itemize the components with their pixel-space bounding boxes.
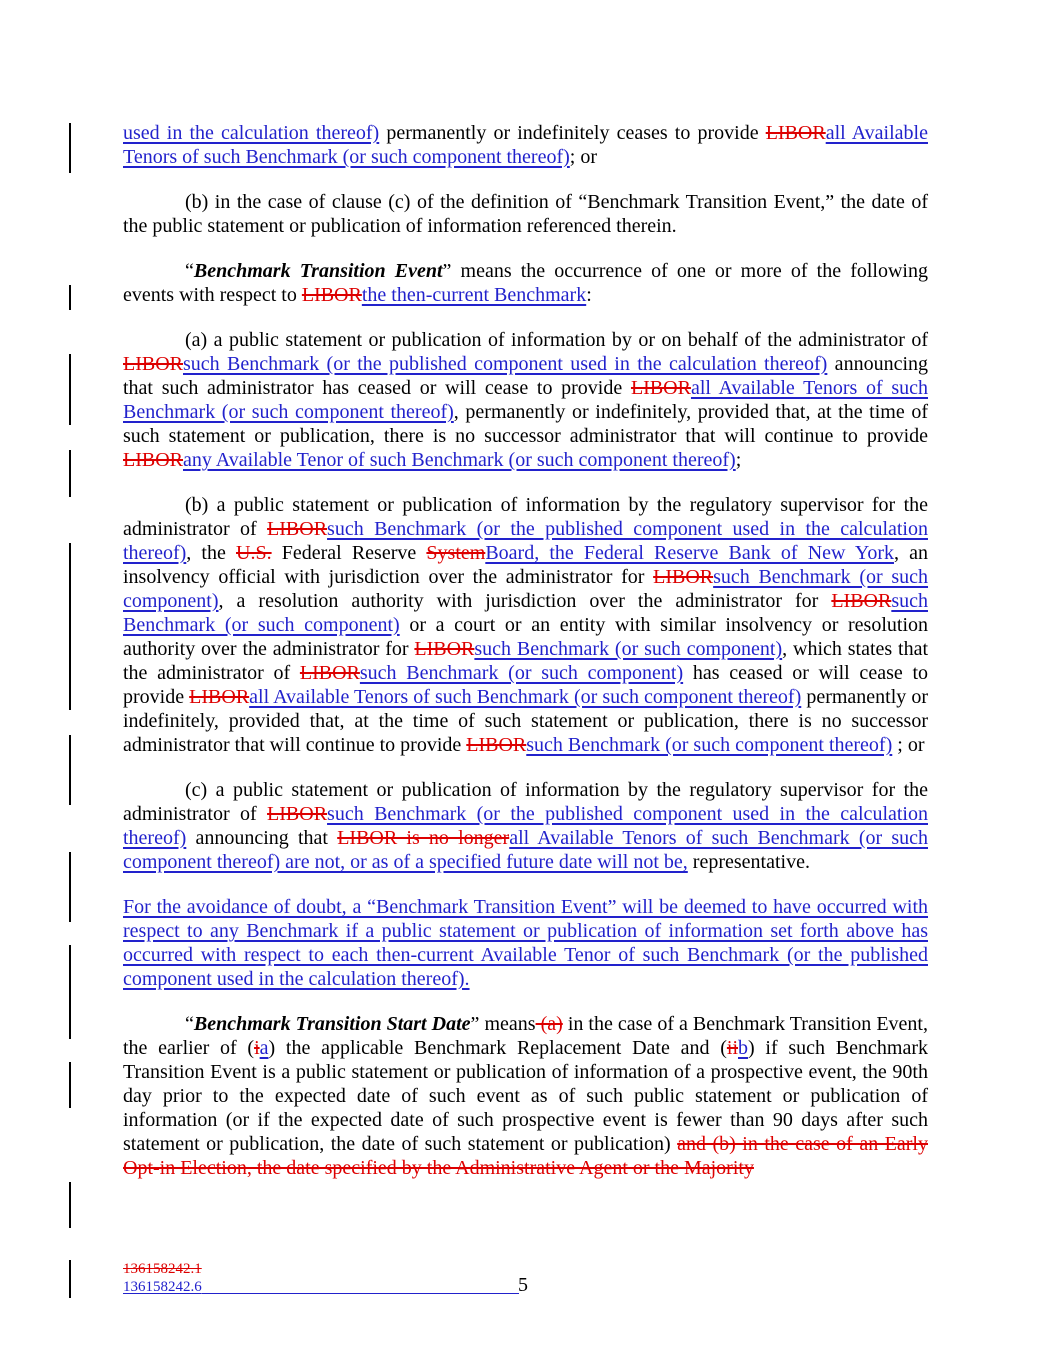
inserted-text-run: For the avoidance of doubt, a “Benchmark Transition Event” will be deemed to have occurred with respect to any Benchmark if a public statement or publication of information set forth above has occurred with respect to each then-current Available Tenor of such Benchmark (or the published component used in the calculation thereof).: [123, 896, 928, 990]
text-run: ) the applicable Benchmark Replacement Date and (: [268, 1037, 727, 1059]
inserted-text-run: such Benchmark (or the published component used in the calculation thereof): [183, 353, 828, 375]
inserted-text-run: a: [259, 1037, 269, 1059]
deleted-text-run: LIBOR: [123, 449, 183, 471]
inserted-text-run: such Benchmark (or such component): [474, 638, 783, 660]
inserted-text-run: all Available Tenors of such Benchmark (or such component thereof) are not, or as of a specified future date will not be,: [123, 827, 928, 873]
text-run: ; or: [892, 734, 925, 756]
change-bar: [69, 1182, 71, 1228]
deleted-text-run: and (b) in the case of an Early Opt-in Election, the date specified by the Administrative Agent or the Majority: [123, 1133, 928, 1179]
text-run: (b) a public statement or publication of information by the regulatory supervisor for the administrator of: [123, 494, 928, 540]
inserted-text-run: the then-current Benchmark: [361, 284, 587, 306]
change-bar: [69, 354, 71, 425]
deleted-text-run: LIBOR: [653, 566, 714, 588]
inserted-text-run: any Available Tenor of such Benchmark (or such component thereof): [183, 449, 736, 471]
deleted-text-run: U.S.: [236, 542, 272, 564]
change-bar: [69, 735, 71, 805]
deleted-text-run: LIBOR: [123, 353, 183, 375]
change-bar: [69, 1260, 71, 1298]
inserted-text-run: Board, the Federal Reserve Bank of New York: [485, 542, 894, 564]
inserted-text-run: such Benchmark (or such component): [359, 662, 684, 684]
change-bar: [69, 945, 71, 1039]
deleted-text-run: LIBOR: [414, 638, 475, 660]
deleted-text-run: LIBOR is no longer: [337, 827, 510, 849]
change-bar: [69, 123, 71, 173]
deleted-text-run: LIBOR: [765, 122, 826, 144]
text-run: announcing that such administrator has ceased or will cease to provide: [123, 353, 928, 399]
footer: [123, 1260, 623, 1296]
text-run: has ceased or will cease to provide: [123, 662, 929, 708]
page-number: 5: [518, 1274, 528, 1296]
text-run: , a resolution authority with jurisdiction over the administrator for: [218, 590, 832, 612]
defined-term-text: Benchmark Transition Event: [193, 260, 443, 282]
inserted-text-run: all Available Tenors of such Benchmark (or such component thereof): [249, 686, 802, 708]
text-run: “: [185, 260, 194, 282]
text-run: or a court or an entity with similar insolvency or resolution authority over the administrator for: [123, 614, 928, 660]
change-bar: [69, 450, 71, 497]
inserted-text-run: such Benchmark (or such component): [123, 566, 929, 612]
text-run: permanently or indefinitely ceases to provide: [379, 122, 766, 144]
text-run: , which states that the administrator of: [123, 638, 929, 684]
text-run: :: [586, 284, 592, 306]
document-body: [123, 121, 928, 1201]
inserted-text-run: such Benchmark (or the published component used in the calculation thereof): [123, 803, 928, 849]
deleted-text-run: System: [426, 542, 486, 564]
paragraph: [123, 190, 928, 238]
deleted-text-run: LIBOR: [299, 662, 360, 684]
text-run: , permanently or indefinitely, provided that, at the time of such statement or publication, there is no successor administrator that will continue to provide: [123, 401, 929, 447]
inserted-text-run: such Benchmark (or such component): [123, 590, 928, 636]
inserted-text-run: all Available Tenors of such Benchmark (or such component thereof): [123, 122, 928, 168]
deleted-text-run: LIBOR: [466, 734, 527, 756]
inserted-text-run: used in the calculation thereof): [123, 122, 380, 144]
footer-doc-number-deleted: 136158242.1: [123, 1261, 202, 1277]
change-bar: [69, 285, 71, 310]
inserted-text-run: all Available Tenors of such Benchmark (or such component thereof): [123, 377, 928, 423]
deleted-text-run: i: [254, 1037, 260, 1059]
deleted-text-run: ii: [726, 1037, 739, 1059]
defined-term-text: Benchmark Transition Start Date: [193, 1013, 471, 1035]
paragraph: [123, 895, 928, 991]
text-run: ” means the occurrence of one or more of the following events with respect to: [123, 260, 928, 306]
text-run: representative.: [687, 851, 810, 873]
deleted-text-run: LIBOR: [189, 686, 250, 708]
footer-doc-number-inserted: 136158242.6: [123, 1279, 202, 1295]
deleted-text-run: LIBOR: [831, 590, 892, 612]
deleted-text-run: LIBOR: [267, 518, 328, 540]
change-bar: [69, 852, 71, 922]
footer-doc-number-line: [123, 1278, 519, 1296]
deleted-text-run: LIBOR: [630, 377, 691, 399]
text-run: , the: [186, 542, 237, 564]
change-bar: [69, 1062, 71, 1108]
text-run: (c) a public statement or publication of information by the regulatory supervisor for the administrator of: [123, 779, 928, 825]
footer-underline-rule: [202, 1292, 519, 1294]
text-run: (b) in the case of clause (c) of the definition of “Benchmark Transition Event,” the date of the public statement or publication of information referenced therein.: [123, 191, 928, 237]
inserted-text-run: such Benchmark (or the published component used in the calculation thereof): [123, 518, 928, 564]
text-run: Federal Reserve: [271, 542, 427, 564]
inserted-text-run: b: [738, 1037, 749, 1059]
inserted-text-run: such Benchmark (or such component thereof): [526, 734, 893, 756]
text-run: ) if such Benchmark Transition Event is a public statement or publication of information of a prospective event, the 90th day prior to the expected date of such event as of such public statement or publication of information (or if the expected date of such prospective event is fewer than 90 days after such statement or publication, the date of such statement or publication): [123, 1037, 928, 1155]
text-run: permanently or indefinitely, provided that, at the time of such statement or publication, there is no successor administrator that will continue to provide: [123, 686, 929, 756]
text-run: announcing that: [186, 827, 338, 849]
deleted-text-run: LIBOR: [267, 803, 328, 825]
change-bar: [69, 543, 71, 710]
text-run: ” means: [470, 1013, 536, 1035]
text-run: (a) a public statement or publication of information by or on behalf of the administrator of: [185, 329, 928, 351]
deleted-text-run: (a): [535, 1013, 563, 1035]
paragraph: [123, 259, 928, 307]
text-run: ;: [735, 449, 742, 471]
text-run: , an insolvency official with jurisdiction over the administrator for: [123, 542, 928, 588]
paragraph: [123, 328, 928, 472]
paragraph: [123, 121, 928, 169]
paragraph: [123, 1012, 928, 1180]
paragraph: [123, 778, 928, 874]
text-run: ; or: [569, 146, 598, 168]
text-run: “: [185, 1013, 194, 1035]
text-run: in the case of a Benchmark Transition Event, the earlier of (: [123, 1013, 928, 1059]
deleted-text-run: LIBOR: [301, 284, 362, 306]
paragraph: [123, 493, 928, 757]
